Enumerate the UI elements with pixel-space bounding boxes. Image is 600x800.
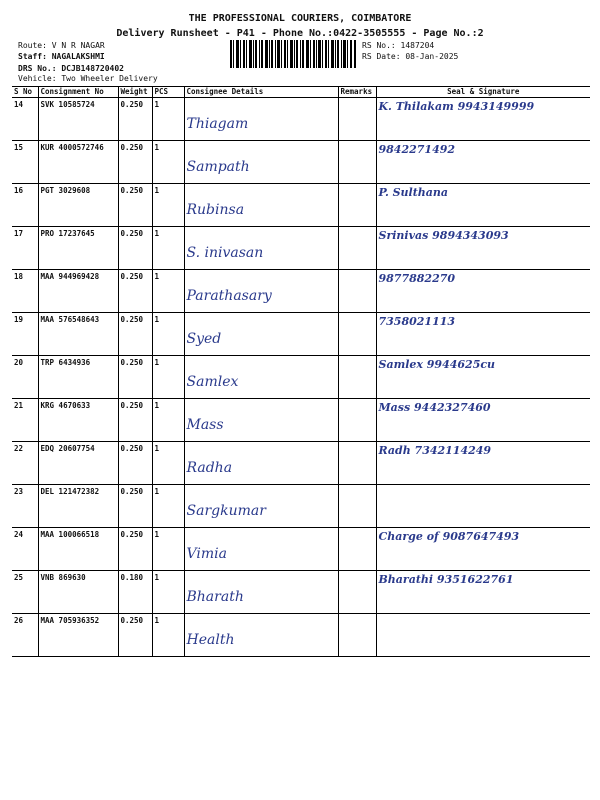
col-signature: Seal & Signature xyxy=(376,87,590,98)
cell-consignment: VNB 869630 xyxy=(38,571,118,614)
cell-consignee xyxy=(184,571,338,614)
cell-pcs: 1 xyxy=(152,399,184,442)
cell-consignment: MAA 944969428 xyxy=(38,270,118,313)
signature-handwriting: Charge of 9087647493 xyxy=(378,530,520,543)
table-row xyxy=(12,399,590,442)
cell-sno: 14 xyxy=(12,98,38,141)
cell-weight: 0.250 xyxy=(118,313,152,356)
cell-weight: 0.250 xyxy=(118,227,152,270)
vehicle-label: Vehicle: Two Wheeler Delivery xyxy=(18,74,158,83)
table-row xyxy=(12,98,590,141)
table-row xyxy=(12,227,590,270)
cell-sno: 16 xyxy=(12,184,38,227)
table-header-row xyxy=(12,87,590,98)
cell-signature xyxy=(376,442,590,485)
cell-sno: 24 xyxy=(12,528,38,571)
cell-pcs: 1 xyxy=(152,98,184,141)
cell-consignee xyxy=(184,356,338,399)
cell-pcs: 1 xyxy=(152,313,184,356)
cell-pcs: 1 xyxy=(152,227,184,270)
table-row xyxy=(12,485,590,528)
cell-remarks xyxy=(338,571,376,614)
cell-weight: 0.250 xyxy=(118,528,152,571)
table-row xyxy=(12,528,590,571)
cell-consignee xyxy=(184,528,338,571)
cell-signature xyxy=(376,98,590,141)
cell-signature xyxy=(376,399,590,442)
consignee-handwriting: Syed xyxy=(186,331,222,347)
cell-sno: 26 xyxy=(12,614,38,657)
cell-remarks xyxy=(338,356,376,399)
cell-weight: 0.250 xyxy=(118,98,152,141)
consignee-handwriting: S. inivasan xyxy=(186,245,264,261)
rs-no-label: RS No.: 1487204 xyxy=(362,41,435,50)
table-row xyxy=(12,356,590,399)
table-row xyxy=(12,184,590,227)
consignee-handwriting: Radha xyxy=(186,460,233,476)
col-pcs: PCS xyxy=(152,87,184,98)
cell-signature xyxy=(376,227,590,270)
cell-consignment: MAA 576548643 xyxy=(38,313,118,356)
cell-consignee xyxy=(184,313,338,356)
cell-signature xyxy=(376,571,590,614)
signature-handwriting: Bharathi 9351622761 xyxy=(378,573,514,586)
rs-date-label: RS Date: 08-Jan-2025 xyxy=(362,52,459,61)
runsheet-subtitle: Delivery Runsheet - P41 - Phone No.:0422-3505555 - Page No.:2 xyxy=(116,28,484,39)
signature-handwriting: 9842271492 xyxy=(378,143,456,156)
cell-weight: 0.180 xyxy=(118,571,152,614)
cell-remarks xyxy=(338,141,376,184)
consignee-handwriting: Thiagam xyxy=(186,116,249,132)
cell-pcs: 1 xyxy=(152,442,184,485)
cell-pcs: 1 xyxy=(152,571,184,614)
runsheet-table xyxy=(12,86,590,657)
table-row xyxy=(12,571,590,614)
cell-pcs: 1 xyxy=(152,270,184,313)
table-row xyxy=(12,141,590,184)
cell-sno: 20 xyxy=(12,356,38,399)
cell-sno: 21 xyxy=(12,399,38,442)
cell-sno: 22 xyxy=(12,442,38,485)
cell-sno: 23 xyxy=(12,485,38,528)
col-weight: Weight xyxy=(118,87,152,98)
consignee-handwriting: Vimia xyxy=(186,546,227,562)
cell-consignee xyxy=(184,485,338,528)
cell-remarks xyxy=(338,399,376,442)
cell-consignee xyxy=(184,270,338,313)
cell-signature xyxy=(376,614,590,657)
cell-pcs: 1 xyxy=(152,184,184,227)
cell-consignment: SVK 10585724 xyxy=(38,98,118,141)
route-label: Route: V N R NAGAR xyxy=(18,41,105,50)
cell-remarks xyxy=(338,442,376,485)
col-consignee: Consignee Details xyxy=(184,87,338,98)
cell-signature xyxy=(376,141,590,184)
cell-pcs: 1 xyxy=(152,614,184,657)
cell-signature xyxy=(376,184,590,227)
cell-remarks xyxy=(338,270,376,313)
cell-sno: 19 xyxy=(12,313,38,356)
cell-consignment: TRP 6434936 xyxy=(38,356,118,399)
cell-consignee xyxy=(184,614,338,657)
consignee-handwriting: Sargkumar xyxy=(186,503,266,519)
cell-remarks xyxy=(338,227,376,270)
col-remarks: Remarks xyxy=(338,87,376,98)
cell-consignment: KRG 4670633 xyxy=(38,399,118,442)
barcode-image xyxy=(230,40,356,68)
signature-handwriting: Srinivas 9894343093 xyxy=(378,229,509,242)
cell-consignee xyxy=(184,399,338,442)
cell-remarks xyxy=(338,98,376,141)
cell-consignee xyxy=(184,227,338,270)
signature-handwriting: Radh 7342114249 xyxy=(378,444,492,457)
cell-pcs: 1 xyxy=(152,485,184,528)
col-consignment: Consignment No xyxy=(38,87,118,98)
drs-label: DRS No.: DCJB148720402 xyxy=(18,64,124,73)
cell-signature xyxy=(376,313,590,356)
cell-sno: 18 xyxy=(12,270,38,313)
cell-weight: 0.250 xyxy=(118,184,152,227)
consignee-handwriting: Mass xyxy=(186,417,224,433)
cell-signature xyxy=(376,270,590,313)
table-row xyxy=(12,313,590,356)
cell-signature xyxy=(376,528,590,571)
cell-consignee xyxy=(184,442,338,485)
cell-weight: 0.250 xyxy=(118,614,152,657)
cell-pcs: 1 xyxy=(152,356,184,399)
consignee-handwriting: Health xyxy=(186,632,235,648)
table-row xyxy=(12,614,590,657)
signature-handwriting: P. Sulthana xyxy=(378,186,449,199)
cell-consignment: EDQ 20607754 xyxy=(38,442,118,485)
cell-consignment: MAA 705936352 xyxy=(38,614,118,657)
company-title: THE PROFESSIONAL COURIERS, COIMBATORE xyxy=(188,13,412,24)
consignee-handwriting: Parathasary xyxy=(186,288,272,304)
table-row xyxy=(12,442,590,485)
consignee-handwriting: Rubinsa xyxy=(186,202,245,218)
staff-label: Staff: NAGALAKSHMI xyxy=(18,52,105,61)
cell-sno: 17 xyxy=(12,227,38,270)
cell-remarks xyxy=(338,614,376,657)
signature-handwriting: Samlex 9944625cu xyxy=(378,358,496,371)
cell-weight: 0.250 xyxy=(118,356,152,399)
cell-remarks xyxy=(338,528,376,571)
cell-weight: 0.250 xyxy=(118,442,152,485)
cell-weight: 0.250 xyxy=(118,141,152,184)
cell-remarks xyxy=(338,313,376,356)
consignee-handwriting: Samlex xyxy=(186,374,239,390)
cell-consignment: KUR 4000572746 xyxy=(38,141,118,184)
table-row xyxy=(12,270,590,313)
cell-remarks xyxy=(338,485,376,528)
cell-remarks xyxy=(338,184,376,227)
cell-signature xyxy=(376,356,590,399)
cell-consignee xyxy=(184,98,338,141)
consignee-handwriting: Bharath xyxy=(186,589,244,605)
cell-pcs: 1 xyxy=(152,528,184,571)
signature-handwriting: Mass 9442327460 xyxy=(378,401,491,414)
signature-handwriting: 7358021113 xyxy=(378,315,456,328)
cell-consignee xyxy=(184,141,338,184)
cell-consignment: MAA 100066518 xyxy=(38,528,118,571)
cell-consignment: PGT 3029608 xyxy=(38,184,118,227)
cell-pcs: 1 xyxy=(152,141,184,184)
cell-consignment: PRO 17237645 xyxy=(38,227,118,270)
cell-weight: 0.250 xyxy=(118,270,152,313)
cell-consignment: DEL 121472382 xyxy=(38,485,118,528)
consignee-handwriting: Sampath xyxy=(186,159,250,175)
signature-handwriting: K. Thilakam 9943149999 xyxy=(378,100,535,113)
cell-sno: 25 xyxy=(12,571,38,614)
signature-handwriting: 9877882270 xyxy=(378,272,456,285)
cell-sno: 15 xyxy=(12,141,38,184)
col-sno: S No xyxy=(12,87,38,98)
cell-consignee xyxy=(184,184,338,227)
cell-signature xyxy=(376,485,590,528)
cell-weight: 0.250 xyxy=(118,399,152,442)
cell-weight: 0.250 xyxy=(118,485,152,528)
